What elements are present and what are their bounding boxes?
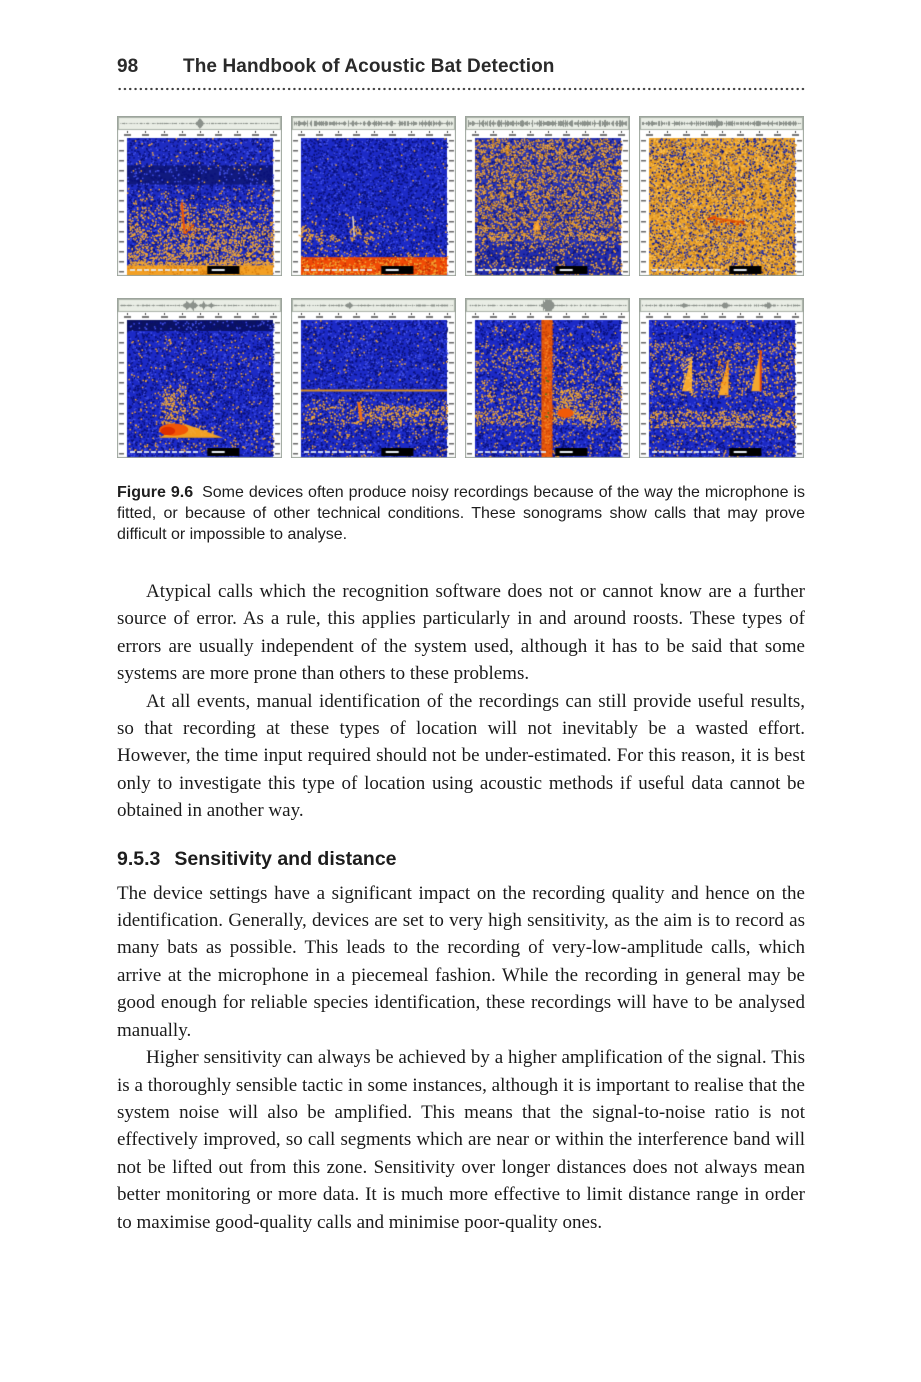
section-heading [117,848,805,871]
body-paragraph-1: Atypical calls which the recognition software does not or cannot know are a further source of error. As a rule, this applies particularly in and around roosts. These types of errors are usually independent of the system used, although it has to be said that some systems are more prone than others to these problems. [117,581,805,685]
body-paragraph-2: At all events, manual identification of the recordings can still provide useful results, so that recording at these types of location will not inevitably be a wasted effort. However, the time input required should not be under-estimated. For this reason, it is best only to investigate this type of location using acoustic methods if useful data cannot be obtained in another way. [117,690,805,822]
sonogram-panel-7 [465,298,630,458]
figure-9-6 [117,116,805,545]
sonogram-canvas-4 [639,116,804,276]
sonogram-canvas-8 [639,298,804,458]
sonogram-canvas-5 [117,298,282,458]
sonogram-canvas-7 [465,298,630,458]
body-paragraph-4: Higher sensitivity can always be achieved by a higher amplification of the signal. This is a thoroughly sensible tactic in some instances, although it is important to realise that the system noise will also be amplified. This means that the signal-to-noise ratio is not effectively improved, so call segments which are near or within the interference band will not be lifted out from this zone. Sensitivity over longer distances does not always mean better monitoring or more data. It is much more effective to limit distance range in order to maximise good-quality calls and minimise poor-quality ones. [117,1047,805,1233]
sonogram-canvas-1 [117,116,282,276]
section-number: 9.5.3 [117,847,161,870]
sonogram-panel-3 [465,116,630,276]
sonogram-canvas-2 [291,116,456,276]
figure-caption-text: Some devices often produce noisy recordings because of the way the microphone is fitted, or because of other technical conditions. These sonograms show calls that may prove difficult or impossible to analyse. [117,484,806,543]
sonogram-canvas-3 [465,116,630,276]
figure-caption [117,482,805,545]
figure-label: Figure 9.6 [117,484,194,501]
page-number: 98 [117,56,139,77]
header-dotted-rule [117,87,805,91]
sonogram-panel-1 [117,116,282,276]
sonogram-panel-6 [291,298,456,458]
sonogram-grid [117,116,805,458]
sonogram-panel-5 [117,298,282,458]
body-text [117,578,805,1236]
body-paragraph-3: The device settings have a significant impact on the recording quality and hence on the identification. Generally, devices are set to very high sensitivity, as the aim is to record as many bats as possible. This leads to the recording of very-low-amplitude calls, which arrive at the microphone in a piecemeal fashion. While the recording in general may be good enough for reliable species identification, these recordings will have to be analysed manually. [117,882,805,1041]
sonogram-canvas-6 [291,298,456,458]
sonogram-panel-4 [639,116,804,276]
page-header [117,56,805,78]
running-title: The Handbook of Acoustic Bat Detection [183,56,555,77]
sonogram-panel-2 [291,116,456,276]
sonogram-panel-8 [639,298,804,458]
section-title: Sensitivity and distance [174,847,397,870]
